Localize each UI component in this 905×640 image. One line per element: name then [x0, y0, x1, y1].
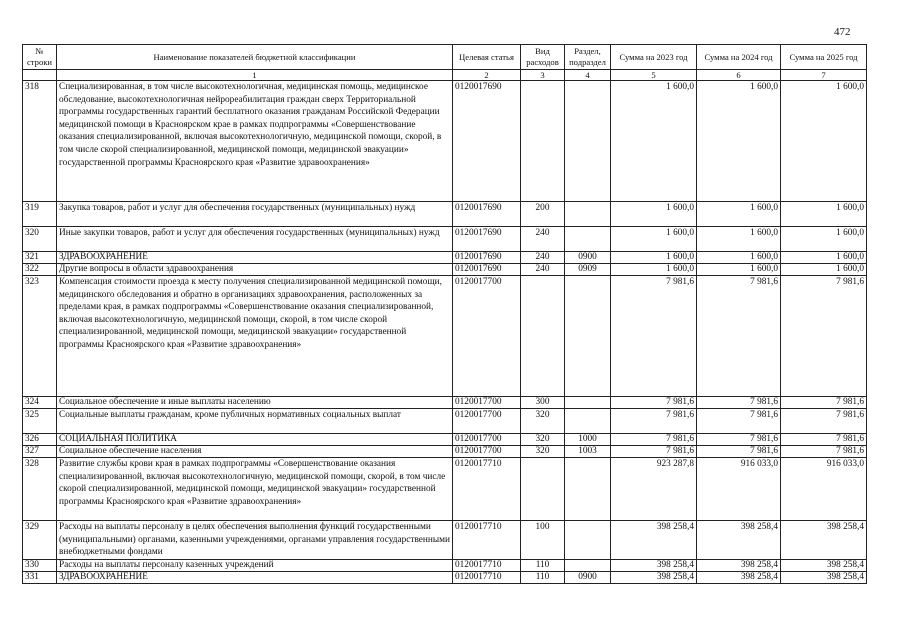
row-expense-kind: 110 [521, 572, 565, 584]
row-number: 321 [23, 252, 57, 264]
row-sum-2024: 1 600,0 [697, 202, 781, 227]
row-section [565, 276, 611, 397]
header-row [23, 45, 867, 70]
table-row [23, 446, 867, 458]
column-number: 3 [521, 70, 565, 81]
row-sum-2024: 1 600,0 [697, 81, 781, 202]
row-expense-kind: 240 [521, 252, 565, 264]
row-expense-kind: 200 [521, 202, 565, 227]
row-sum-2025: 1 600,0 [781, 227, 867, 252]
row-name: Развитие службы крови края в рамках подпрограммы «Совершенствование оказания специализированной, включая высокотехнологичную, медицинской помощи, скорой, в том числе скорой специализированной, медицинской помощи, медицинской эвакуации» государственной программы Красноярского края «Развитие здравоохранения» [57, 458, 453, 521]
table-row [23, 202, 867, 227]
table-row [23, 227, 867, 252]
header-row-no: № строки [23, 45, 57, 70]
row-sum-2023: 7 981,6 [611, 276, 697, 397]
row-section [565, 560, 611, 572]
row-sum-2023: 7 981,6 [611, 446, 697, 458]
row-name: ЗДРАВООХРАНЕНИЕ [57, 572, 453, 584]
row-name: СОЦИАЛЬНАЯ ПОЛИТИКА [57, 434, 453, 446]
row-sum-2023: 398 258,4 [611, 521, 697, 560]
table-row [23, 521, 867, 560]
row-sum-2025: 1 600,0 [781, 252, 867, 264]
row-name: Специализированная, в том числе высокотехнологичная, медицинская помощь, медицинское обследование, высокотехнологичная нейрореабилитация граждан сверх Территориальной программы государственных гарантий бесплатного оказания гражданам Российской Федерации медицинской помощи в Красноярском крае в рамках подпрограммы «Совершенствование оказания специализированной, включая высокотехнологичную, медицинской помощи, скорой, в том числе скорой специализированной, медицинской помощи, медицинской эвакуации» государственной программы Красноярского края «Развитие здравоохранения» [57, 81, 453, 202]
table-row [23, 458, 867, 521]
row-target-article: 0120017710 [453, 458, 521, 521]
row-target-article: 0120017700 [453, 397, 521, 409]
row-name: Социальное обеспечение и иные выплаты населению [57, 397, 453, 409]
row-sum-2024: 7 981,6 [697, 397, 781, 409]
row-expense-kind: 320 [521, 446, 565, 458]
page-number: 472 [834, 26, 851, 38]
row-target-article: 0120017700 [453, 446, 521, 458]
row-target-article: 0120017690 [453, 227, 521, 252]
row-sum-2025: 7 981,6 [781, 276, 867, 397]
table-row [23, 264, 867, 276]
row-expense-kind: 300 [521, 397, 565, 409]
header-sum-2023: Сумма на 2023 год [611, 45, 697, 70]
row-number: 326 [23, 434, 57, 446]
row-number: 319 [23, 202, 57, 227]
table-row [23, 434, 867, 446]
row-number: 330 [23, 560, 57, 572]
table-row [23, 252, 867, 264]
row-number: 325 [23, 409, 57, 434]
column-number: 4 [565, 70, 611, 81]
row-sum-2023: 1 600,0 [611, 227, 697, 252]
row-sum-2024: 1 600,0 [697, 252, 781, 264]
table-row [23, 572, 867, 584]
header-section: Раздел, подраздел [565, 45, 611, 70]
row-sum-2025: 916 033,0 [781, 458, 867, 521]
row-name: Социальные выплаты гражданам, кроме публичных нормативных социальных выплат [57, 409, 453, 434]
column-number: 2 [453, 70, 521, 81]
row-target-article: 0120017690 [453, 252, 521, 264]
column-number: 5 [611, 70, 697, 81]
row-name: Расходы на выплаты персоналу в целях обеспечения выполнения функций государственными (муниципальными) органами, казенными учреждениями, органами управления государственными внебюджетными фондами [57, 521, 453, 560]
row-sum-2023: 7 981,6 [611, 434, 697, 446]
table-row [23, 560, 867, 572]
row-sum-2024: 1 600,0 [697, 227, 781, 252]
row-section: 0909 [565, 264, 611, 276]
header-name: Наименование показателей бюджетной классификации [57, 45, 453, 70]
row-expense-kind: 100 [521, 521, 565, 560]
row-sum-2025: 398 258,4 [781, 560, 867, 572]
row-sum-2023: 1 600,0 [611, 202, 697, 227]
row-number: 329 [23, 521, 57, 560]
row-number: 318 [23, 81, 57, 202]
row-sum-2023: 398 258,4 [611, 560, 697, 572]
row-section: 1003 [565, 446, 611, 458]
row-section [565, 397, 611, 409]
row-sum-2024: 1 600,0 [697, 264, 781, 276]
row-name: Социальное обеспечение населения [57, 446, 453, 458]
row-name: Иные закупки товаров, работ и услуг для обеспечения государственных (муниципальных) нужд [57, 227, 453, 252]
row-expense-kind [521, 458, 565, 521]
row-sum-2025: 7 981,6 [781, 397, 867, 409]
row-sum-2024: 398 258,4 [697, 560, 781, 572]
header-target: Целевая статья [453, 45, 521, 70]
row-sum-2024: 7 981,6 [697, 434, 781, 446]
row-target-article: 0120017700 [453, 276, 521, 397]
row-sum-2024: 398 258,4 [697, 572, 781, 584]
row-number: 331 [23, 572, 57, 584]
row-section: 0900 [565, 572, 611, 584]
row-name: Расходы на выплаты персоналу казенных учреждений [57, 560, 453, 572]
row-target-article: 0120017700 [453, 409, 521, 434]
table-row [23, 81, 867, 202]
row-sum-2023: 7 981,6 [611, 409, 697, 434]
row-target-article: 0120017690 [453, 81, 521, 202]
column-number: 6 [697, 70, 781, 81]
row-sum-2024: 7 981,6 [697, 276, 781, 397]
row-name: Закупка товаров, работ и услуг для обеспечения государственных (муниципальных) нужд [57, 202, 453, 227]
row-number: 322 [23, 264, 57, 276]
row-section [565, 81, 611, 202]
row-target-article: 0120017690 [453, 202, 521, 227]
row-section [565, 458, 611, 521]
row-expense-kind: 320 [521, 409, 565, 434]
table-row [23, 409, 867, 434]
column-number [23, 70, 57, 81]
row-section [565, 409, 611, 434]
row-section: 0900 [565, 252, 611, 264]
row-sum-2024: 7 981,6 [697, 446, 781, 458]
row-expense-kind [521, 276, 565, 397]
row-number: 324 [23, 397, 57, 409]
row-sum-2025: 1 600,0 [781, 264, 867, 276]
row-name: ЗДРАВООХРАНЕНИЕ [57, 252, 453, 264]
row-section: 1000 [565, 434, 611, 446]
column-numbers-row [23, 70, 867, 81]
row-section [565, 227, 611, 252]
row-number: 323 [23, 276, 57, 397]
row-target-article: 0120017690 [453, 264, 521, 276]
row-sum-2023: 923 287,8 [611, 458, 697, 521]
row-sum-2023: 1 600,0 [611, 264, 697, 276]
row-expense-kind: 320 [521, 434, 565, 446]
row-sum-2025: 7 981,6 [781, 446, 867, 458]
row-number: 327 [23, 446, 57, 458]
row-section [565, 521, 611, 560]
row-section [565, 202, 611, 227]
table-row [23, 276, 867, 397]
row-expense-kind: 240 [521, 264, 565, 276]
row-target-article: 0120017710 [453, 572, 521, 584]
row-sum-2023: 398 258,4 [611, 572, 697, 584]
header-kind: Вид расходов [521, 45, 565, 70]
table-row [23, 397, 867, 409]
row-name: Другие вопросы в области здравоохранения [57, 264, 453, 276]
column-number: 7 [781, 70, 867, 81]
row-sum-2024: 398 258,4 [697, 521, 781, 560]
budget-table [22, 44, 867, 584]
row-target-article: 0120017700 [453, 434, 521, 446]
row-number: 328 [23, 458, 57, 521]
row-sum-2025: 398 258,4 [781, 521, 867, 560]
header-sum-2025: Сумма на 2025 год [781, 45, 867, 70]
column-number: 1 [57, 70, 453, 81]
row-sum-2024: 7 981,6 [697, 409, 781, 434]
row-sum-2025: 1 600,0 [781, 81, 867, 202]
row-sum-2025: 7 981,6 [781, 434, 867, 446]
header-sum-2024: Сумма на 2024 год [697, 45, 781, 70]
row-target-article: 0120017710 [453, 521, 521, 560]
row-sum-2025: 7 981,6 [781, 409, 867, 434]
row-name: Компенсация стоимости проезда к месту получения специализированной медицинской помощи, медицинского обследования и обратно в организациях здравоохранения, расположенных за пределами края, в рамках подпрограммы «Совершенствование оказания специализированной, включая высокотехнологичную, медицинской помощи, скорой, в том числе скорой специализированной, медицинской помощи, медицинской эвакуации» государственной программы Красноярского края «Развитие здравоохранения» [57, 276, 453, 397]
row-expense-kind: 240 [521, 227, 565, 252]
row-expense-kind: 110 [521, 560, 565, 572]
row-number: 320 [23, 227, 57, 252]
row-sum-2023: 7 981,6 [611, 397, 697, 409]
row-sum-2024: 916 033,0 [697, 458, 781, 521]
row-sum-2025: 1 600,0 [781, 202, 867, 227]
row-target-article: 0120017710 [453, 560, 521, 572]
row-sum-2023: 1 600,0 [611, 81, 697, 202]
row-sum-2025: 398 258,4 [781, 572, 867, 584]
row-sum-2023: 1 600,0 [611, 252, 697, 264]
row-expense-kind [521, 81, 565, 202]
